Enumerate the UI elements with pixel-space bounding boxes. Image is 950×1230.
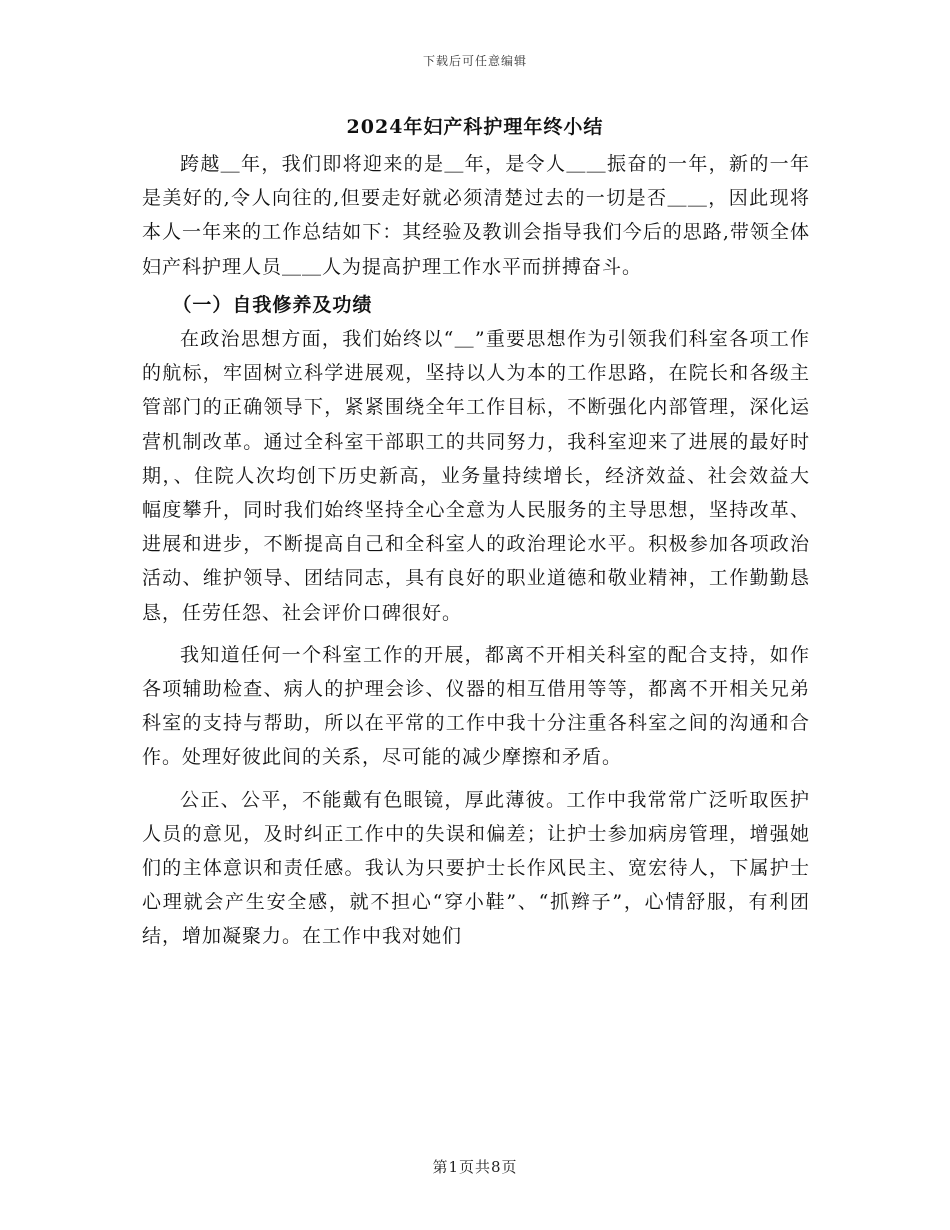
document-title: 2024年妇产科护理年终小结 bbox=[346, 116, 604, 138]
page-number: 第1页共8页 bbox=[432, 1158, 518, 1176]
body-paragraph: 公正、公平，不能戴有色眼镜，厚此薄彼。工作中我常常广泛听取医护人员的意见，及时纠正工作中的失误和偏差；让护士参加病房管理，增强她们的主体意识和责任感。我认为只要护士长作风民主、宽宏待人，下属护士心理就会产生安全感，就不担心“穿小鞋”、“抓辫子”，心情舒服，有利团结，增加凝聚力。在工作中我对她们 bbox=[142, 788, 810, 948]
intro-paragraph: 跨越＿年，我们即将迎来的是＿年，是令人＿＿振奋的一年，新的一年是美好的,令人向往的,但要走好就必须清楚过去的一切是否＿＿，因此现将本人一年来的工作总结如下：其经验及教训会指导我们今后的思路,带领全体妇产科护理人员＿＿人为提高护理工作水平而拼搏奋斗。 bbox=[142, 153, 810, 278]
body-paragraph: 在政治思想方面，我们始终以“＿”重要思想作为引领我们科室各项工作的航标，牢固树立科学进展观，坚持以人为本的工作思路，在院长和各级主管部门的正确领导下，紧紧围绕全年工作目标，不断强化内部管理，深化运营机制改革。通过全科室干部职工的共同努力，我科室迎来了进展的最好时期，、住院人次均创下历史新高，业务量持续增长，经济效益、社会效益大幅度攀升，同时我们始终坚持全心全意为人民服务的主导思想，坚持改革、进展和进步，不断提高自己和全科室人的政治理论水平。积极参加各项政治活动、维护领导、团结同志，具有良好的职业道德和敬业精神，工作勤勤恳恳，任劳任怨、社会评价口碑很好。 bbox=[142, 328, 810, 624]
section-heading: （一）自我修养及功绩 bbox=[172, 293, 373, 316]
download-note: 下载后可任意编辑 bbox=[422, 54, 527, 68]
document-body bbox=[142, 147, 810, 954]
body-paragraph: 我知道任何一个科室工作的开展，都离不开相关科室的配合支持，如作各项辅助检查、病人的护理会诊、仪器的相互借用等等，都离不开相关兄弟科室的支持与帮助，所以在平常的工作中我十分注重各科室之间的沟通和合作。处理好彼此间的关系，尽可能的减少摩擦和矛盾。 bbox=[142, 643, 810, 769]
